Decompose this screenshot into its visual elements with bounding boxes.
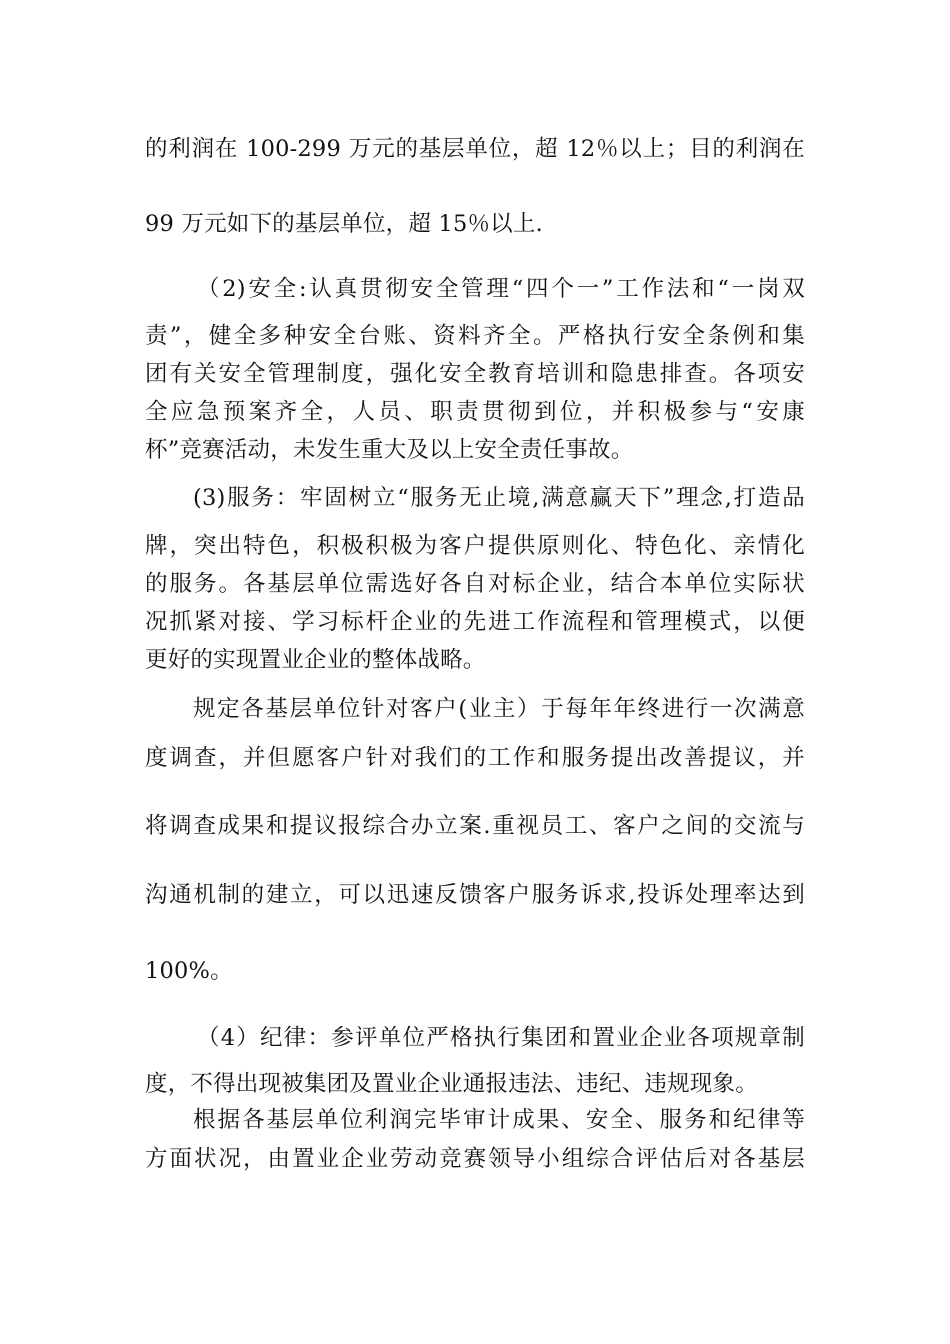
text-line: 根据各基层单位利润完毕审计成果、安全、服务和纪律等 <box>193 1107 805 1133</box>
text-line: 团有关安全管理制度，强化安全教育培训和隐患排查。各项安 <box>145 361 805 387</box>
text-line: （2)安全:认真贯彻安全管理“四个一”工作法和“一岗双 <box>197 276 805 302</box>
text-line: 度调查，并但愿客户针对我们的工作和服务提出改善提议，并 <box>145 745 805 771</box>
text-line: 规定各基层单位针对客户(业主）于每年年终进行一次满意 <box>193 696 805 722</box>
text-line: 沟通机制的建立，可以迅速反馈客户服务诉求,投诉处理率达到 <box>145 882 805 908</box>
text-line: 全应急预案齐全，人员、职责贯彻到位，并积极参与“安康 <box>145 399 805 425</box>
text-line: 100%。 <box>145 958 233 984</box>
text-line: (3)服务：牢固树立“服务无止境,满意赢天下”理念,打造品 <box>193 485 805 511</box>
text-line: 的服务。各基层单位需选好各自对标企业，结合本单位实际状 <box>145 571 805 597</box>
text-line: 更好的实现置业企业的整体战略。 <box>145 647 486 673</box>
text-line: 的利润在 100-299 万元的基层单位，超 12％以上；目的利润在 <box>145 136 805 162</box>
text-line: 责”，健全多种安全台账、资料齐全。严格执行安全条例和集 <box>145 323 805 349</box>
text-line: 况抓紧对接、学习标杆企业的先进工作流程和管理模式，以便 <box>145 609 805 635</box>
text-line: （4）纪律：参评单位严格执行集团和置业企业各项规章制 <box>197 1025 805 1051</box>
text-line: 99 万元如下的基层单位，超 15％以上. <box>145 211 543 237</box>
text-line: 度，不得出现被集团及置业企业通报违法、违纪、违规现象。 <box>145 1071 758 1097</box>
text-line: 将调查成果和提议报综合办立案.重视员工、客户之间的交流与 <box>145 813 805 839</box>
text-line: 方面状况，由置业企业劳动竞赛领导小组综合评估后对各基层 <box>145 1146 805 1172</box>
text-line: 牌，突出特色，积极积极为客户提供原则化、特色化、亲情化 <box>145 533 805 559</box>
text-line: 杯”竞赛活动，未发生重大及以上安全责任事故。 <box>145 437 634 463</box>
